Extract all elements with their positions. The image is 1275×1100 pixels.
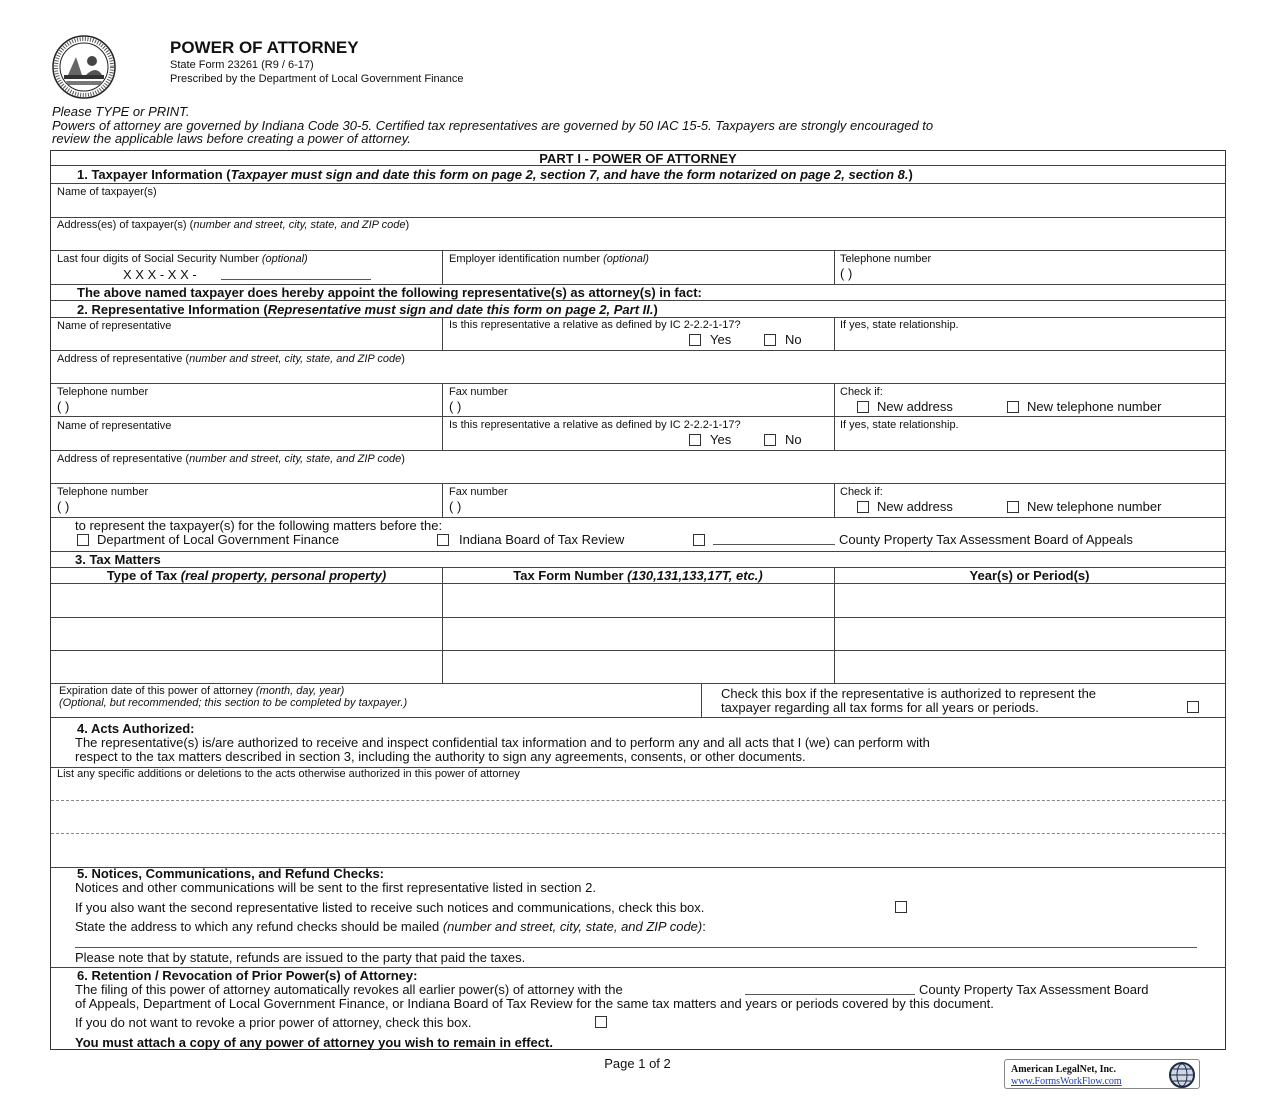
ein-label: Employer identification number (optional) <box>449 253 649 265</box>
rep2-fax-label: Fax number <box>449 486 508 498</box>
ibtr-label: Indiana Board of Tax Review <box>459 532 625 547</box>
publisher-badge[interactable] <box>1004 1059 1200 1089</box>
taxpayer-phone-label: Telephone number <box>840 253 932 265</box>
appoint-statement: The above named taxpayer does hereby appoint the following representative(s) as attorney(s) in fact: <box>77 285 702 300</box>
tax-years-cell-1[interactable] <box>834 584 1225 617</box>
rep2-new-phone-label: New telephone number <box>1027 499 1162 514</box>
section-6-text-4: You must attach a copy of any power of attorney you wish to remain in effect. <box>75 1035 553 1050</box>
acts-list-input[interactable] <box>51 781 1225 865</box>
taxpayer-phone-field[interactable]: ( ) <box>840 266 853 281</box>
intro-line-1: Please TYPE or PRINT. <box>52 104 190 119</box>
taxpayer-address-label: Address(es) of taxpayer(s) (number and street, city, state, and ZIP code) <box>57 219 410 231</box>
rep1-fax-field[interactable]: ( ) <box>449 399 462 414</box>
section-5-text-1: Notices and other communications will be sent to the first representative listed in section 2. <box>75 880 596 895</box>
section-6-text-3: If you do not want to revoke a prior power of attorney, check this box. <box>75 1015 472 1030</box>
rep2-yes-label: Yes <box>710 432 732 447</box>
rep1-yes-label: Yes <box>710 332 732 347</box>
section-4-text-2: respect to the tax matters described in section 3, including the authority to sign any agreements, consents, or other documents. <box>75 749 806 764</box>
section-5-text-2: If you also want the second representative listed to receive such notices and communications, check this box. <box>75 900 705 915</box>
dlgf-checkbox[interactable] <box>77 534 89 546</box>
part-1-heading: PART I - POWER OF ATTORNEY <box>539 151 737 166</box>
rep1-relationship-label: If yes, state relationship. <box>840 319 959 331</box>
intro-line-3: review the applicable laws before creating a power of attorney. <box>52 131 411 146</box>
page-number: Page 1 of 2 <box>604 1056 671 1071</box>
form-number: State Form 23261 (R9 / 6-17) <box>170 59 314 71</box>
rep2-fax-field[interactable]: ( ) <box>449 499 462 514</box>
section-6-title: 6. Retention / Revocation of Prior Power(s) of Attorney: <box>77 968 418 983</box>
acts-list-label: List any specific additions or deletions to the acts otherwise authorized in this power of attorney <box>57 768 520 780</box>
rep2-new-address-label: New address <box>877 499 953 514</box>
rep1-fax-label: Fax number <box>449 386 508 398</box>
rep1-relative-question: Is this representative a relative as defined by IC 2-2.2-1-17? <box>449 319 741 331</box>
intro-line-2: Powers of attorney are governed by Indiana Code 30-5. Certified tax representatives are governed by 50 IAC 15-5. Taxpayers are strongly encouraged to <box>52 118 934 133</box>
power-of-attorney-form <box>50 150 1226 1050</box>
rep1-check-if-label: Check if: <box>840 386 883 398</box>
rep2-new-address-checkbox[interactable] <box>857 501 869 513</box>
no-revoke-checkbox[interactable] <box>595 1016 607 1028</box>
all-forms-text-1: Check this box if the representative is authorized to represent the <box>721 686 1097 701</box>
col-tax-form-number: Tax Form Number (130,131,133,17T, etc.) <box>513 568 763 583</box>
dlgf-label: Department of Local Government Finance <box>97 532 340 547</box>
represent-before-text: to represent the taxpayer(s) for the following matters before the: <box>75 518 443 533</box>
form-title: POWER OF ATTORNEY <box>170 38 359 57</box>
rep1-new-phone-checkbox[interactable] <box>1007 401 1019 413</box>
rep2-relative-question: Is this representative a relative as defined by IC 2-2.2-1-17? <box>449 419 741 431</box>
section-2-title: 2. Representative Information (Representative must sign and date this form on page 2, Part II.) <box>77 302 658 317</box>
rep1-yes-checkbox[interactable] <box>689 334 701 346</box>
ssn-input[interactable] <box>221 279 371 280</box>
ssn-label: Last four digits of Social Security Number (optional) <box>57 253 308 265</box>
expiration-note: (Optional, but recommended; this section to be completed by taxpayer.) <box>59 697 408 709</box>
rep2-phone-field[interactable]: ( ) <box>57 499 70 514</box>
refund-address-input[interactable] <box>75 947 1197 948</box>
col-type-of-tax: Type of Tax (real property, personal property) <box>106 568 387 583</box>
rep1-address-label: Address of representative (number and street, city, state, and ZIP code) <box>57 353 405 365</box>
rep2-address-label: Address of representative (number and street, city, state, and ZIP code) <box>57 453 405 465</box>
rep2-yes-checkbox[interactable] <box>689 434 701 446</box>
section-4-text-1: The representative(s) is/are authorized to receive and inspect confidential tax information and to perform any and all acts that I (we) can perform with <box>75 735 930 750</box>
rep1-new-phone-label: New telephone number <box>1027 399 1162 414</box>
county-board-label: County Property Tax Assessment Board of Appeals <box>839 532 1133 547</box>
rep2-phone-label: Telephone number <box>57 486 149 498</box>
section-5-title: 5. Notices, Communications, and Refund Checks: <box>77 866 384 881</box>
section-1-title: 1. Taxpayer Information (Taxpayer must sign and date this form on page 2, section 7, and have the form notarized on page 2, section 8.) <box>77 167 913 182</box>
ssn-mask: X X X - X X - <box>123 267 197 282</box>
rep2-name-label: Name of representative <box>57 420 172 432</box>
county-board-checkbox[interactable] <box>693 534 705 546</box>
rep1-no-checkbox[interactable] <box>764 334 776 346</box>
rep1-new-address-checkbox[interactable] <box>857 401 869 413</box>
publisher-name: American LegalNet, Inc. <box>1011 1064 1116 1075</box>
rep2-check-if-label: Check if: <box>840 486 883 498</box>
tax-type-cell-1[interactable] <box>51 584 442 617</box>
rep1-name-label: Name of representative <box>57 320 172 332</box>
section-4-title: 4. Acts Authorized: <box>77 721 195 736</box>
all-forms-checkbox[interactable] <box>1187 701 1199 713</box>
rep2-relationship-label: If yes, state relationship. <box>840 419 959 431</box>
ibtr-checkbox[interactable] <box>437 534 449 546</box>
section-5-text-3: State the address to which any refund checks should be mailed (number and street, city, state, and ZIP code): <box>75 919 706 934</box>
expiration-label: Expiration date of this power of attorney (month, day, year) <box>59 685 345 697</box>
revocation-county-input[interactable] <box>745 994 915 995</box>
rep1-new-address-label: New address <box>877 399 953 414</box>
section-6-text-1a: The filing of this power of attorney automatically revokes all earlier power(s) of attorney with the <box>75 982 623 997</box>
rep1-phone-label: Telephone number <box>57 386 149 398</box>
state-seal-icon <box>52 35 116 99</box>
rep2-new-phone-checkbox[interactable] <box>1007 501 1019 513</box>
second-rep-notice-checkbox[interactable] <box>895 901 907 913</box>
section-6-text-1b: County Property Tax Assessment Board <box>919 982 1149 997</box>
rep2-no-label: No <box>785 432 802 447</box>
taxpayer-name-label: Name of taxpayer(s) <box>57 186 157 198</box>
all-forms-text-2: taxpayer regarding all tax forms for all years or periods. <box>721 700 1039 715</box>
section-6-text-2: of Appeals, Department of Local Government Finance, or Indiana Board of Tax Review for the same tax matters and years or periods covered by this document. <box>75 996 994 1011</box>
rep1-phone-field[interactable]: ( ) <box>57 399 70 414</box>
county-name-input[interactable] <box>713 544 835 545</box>
rep1-no-label: No <box>785 332 802 347</box>
rep2-no-checkbox[interactable] <box>764 434 776 446</box>
section-3-title: 3. Tax Matters <box>75 552 161 567</box>
globe-logo-icon <box>1169 1062 1195 1088</box>
tax-form-cell-1[interactable] <box>442 584 834 617</box>
section-5-text-4: Please note that by statute, refunds are issued to the party that paid the taxes. <box>75 950 526 965</box>
publisher-url[interactable]: www.FormsWorkFlow.com <box>1011 1076 1122 1087</box>
prescribed-by: Prescribed by the Department of Local Government Finance <box>170 73 464 85</box>
col-years-periods: Year(s) or Period(s) <box>969 568 1090 583</box>
